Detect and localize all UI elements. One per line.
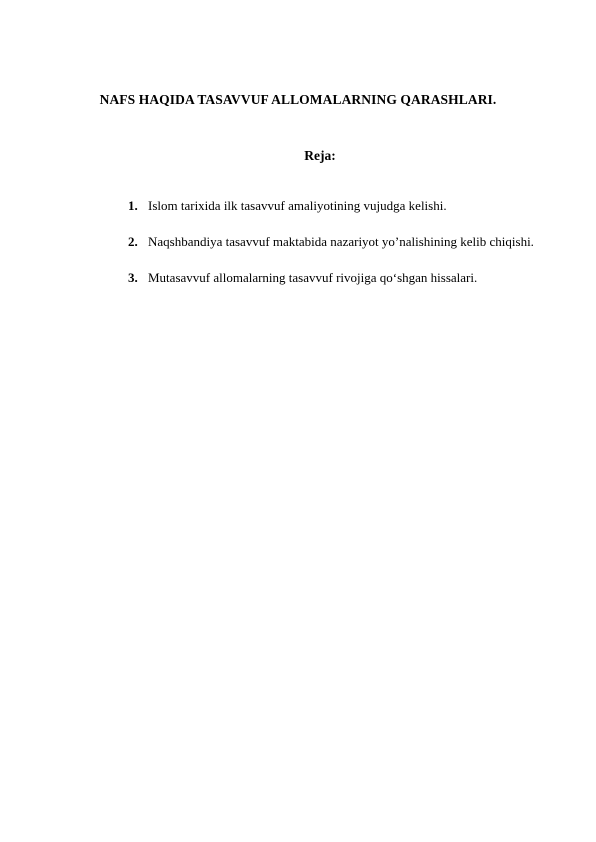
plan-item-number: 3. — [128, 270, 138, 285]
plan-list — [128, 196, 548, 288]
plan-item-2 — [128, 232, 548, 252]
plan-item-3 — [128, 268, 548, 288]
plan-item-1 — [128, 196, 548, 216]
plan-item-text: Mutasavvuf allomalarning tasavvuf rivojiga qo‘shgan hissalari. — [148, 270, 478, 285]
plan-heading: Reja: — [304, 148, 336, 163]
plan-item-text: Naqshbandiya tasavvuf maktabida nazariyot yo’nalishining kelib chiqishi. — [148, 234, 534, 249]
plan-item-text: Islom tarixida ilk tasavvuf amaliyotining vujudga kelishi. — [148, 198, 447, 213]
document-title: NAFS HAQIDA TASAVVUF ALLOMALARNING QARASHLARI. — [99, 92, 497, 107]
plan-item-number: 2. — [128, 234, 138, 249]
plan-item-number: 1. — [128, 198, 138, 213]
